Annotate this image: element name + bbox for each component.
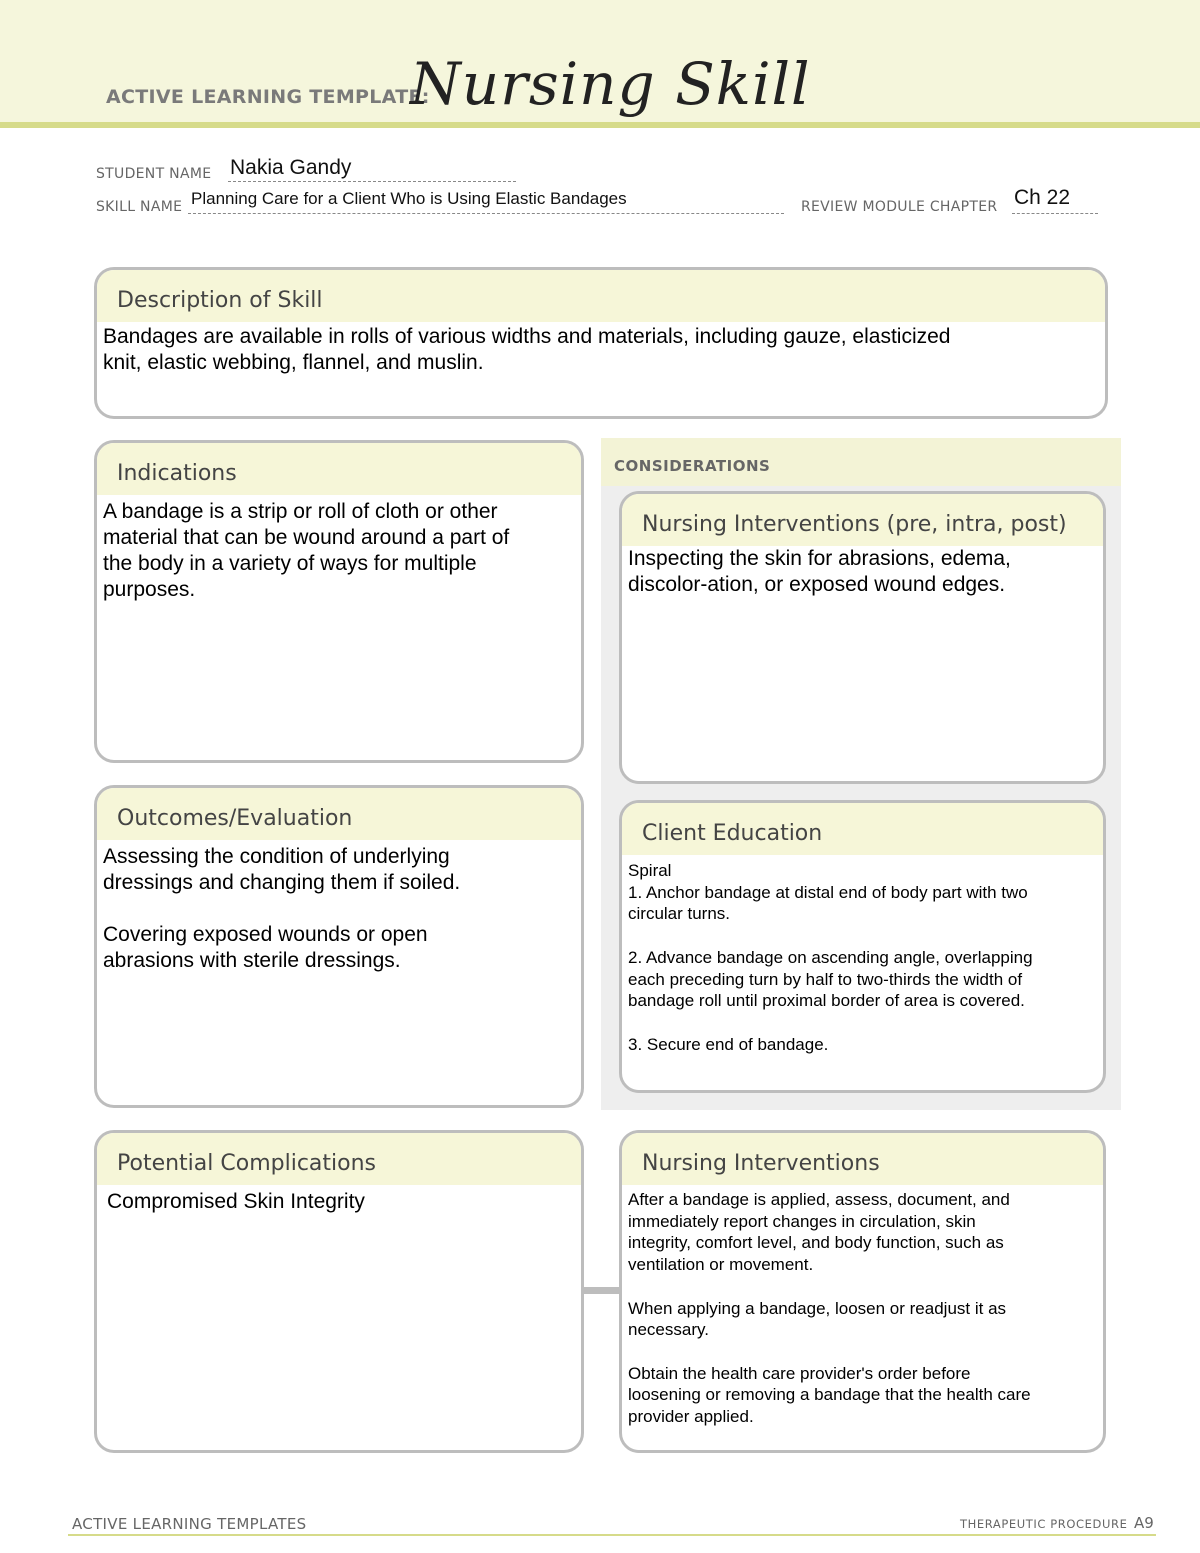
page-title: Nursing Skill <box>410 50 811 118</box>
nursing-interventions-text[interactable]: After a bandage is applied, assess, document, and immediately report changes in circulation, skin integrity, comfort level, and body function, such as ventilation or movement. When applying a bandage, loosen or readjust it as necessary. Obtain the health care provider's order before loosening or removing a bandage that the health care provider applied. <box>628 1190 1031 1427</box>
student-name-line <box>228 181 516 182</box>
box-connector <box>582 1287 622 1294</box>
complications-title: Potential Complications <box>97 1133 581 1185</box>
client-education-title: Client Education <box>622 803 1103 855</box>
footer-rule <box>68 1534 1156 1536</box>
outcomes-title: Outcomes/Evaluation <box>97 788 581 840</box>
indications-title: Indications <box>97 443 581 495</box>
outcomes-box <box>94 785 584 1108</box>
footer-right: THERAPEUTIC PROCEDURE <box>960 1517 1128 1531</box>
complications-text[interactable]: Compromised Skin Integrity <box>107 1190 365 1213</box>
student-name-value[interactable]: Nakia Gandy <box>230 156 352 179</box>
skill-name-value[interactable]: Planning Care for a Client Who is Using Elastic Bandages <box>191 189 627 208</box>
page-number: A9 <box>1134 1514 1154 1532</box>
considerations-label: CONSIDERATIONS <box>614 457 771 475</box>
complications-box <box>94 1130 584 1453</box>
indications-text[interactable]: A bandage is a strip or roll of cloth or other material that can be wound around a part of the body in a variety of ways for multiple purposes. <box>103 500 510 601</box>
template-label: ACTIVE LEARNING TEMPLATE: <box>106 86 430 108</box>
chapter-value[interactable]: Ch 22 <box>1014 186 1071 209</box>
nursing-interventions-box <box>619 1130 1106 1453</box>
client-education-text[interactable]: Spiral 1. Anchor bandage at distal end of body part with two circular turns. 2. Advance bandage on ascending angle, overlapping each preceding turn by half to two-thirds the width of bandage roll until proximal border of area is covered. 3. Secure end of bandage. <box>628 861 1033 1054</box>
description-title: Description of Skill <box>97 270 1105 322</box>
nursing-interventions-pre-title: Nursing Interventions (pre, intra, post) <box>622 494 1103 546</box>
client-education-box <box>619 800 1106 1093</box>
description-box <box>94 267 1108 419</box>
chapter-label: REVIEW MODULE CHAPTER <box>801 199 998 215</box>
indications-box <box>94 440 584 763</box>
skill-name-line <box>188 213 784 214</box>
nursing-interventions-pre-box <box>619 491 1106 784</box>
student-name-label: STUDENT NAME <box>96 166 212 182</box>
nursing-interventions-pre-text[interactable]: Inspecting the skin for abrasions, edema, discolor-ation, or exposed wound edges. <box>628 547 1011 596</box>
outcomes-text[interactable]: Assessing the condition of underlying dressings and changing them if soiled. Covering exposed wounds or open abrasions with sterile dressings. <box>103 845 461 972</box>
footer-left: ACTIVE LEARNING TEMPLATES <box>72 1515 307 1533</box>
nursing-interventions-title: Nursing Interventions <box>622 1133 1103 1185</box>
skill-name-label: SKILL NAME <box>96 199 183 215</box>
chapter-line <box>1012 213 1098 214</box>
description-text[interactable]: Bandages are available in rolls of various widths and materials, including gauze, elasticized knit, elastic webbing, flannel, and muslin. <box>103 325 951 374</box>
